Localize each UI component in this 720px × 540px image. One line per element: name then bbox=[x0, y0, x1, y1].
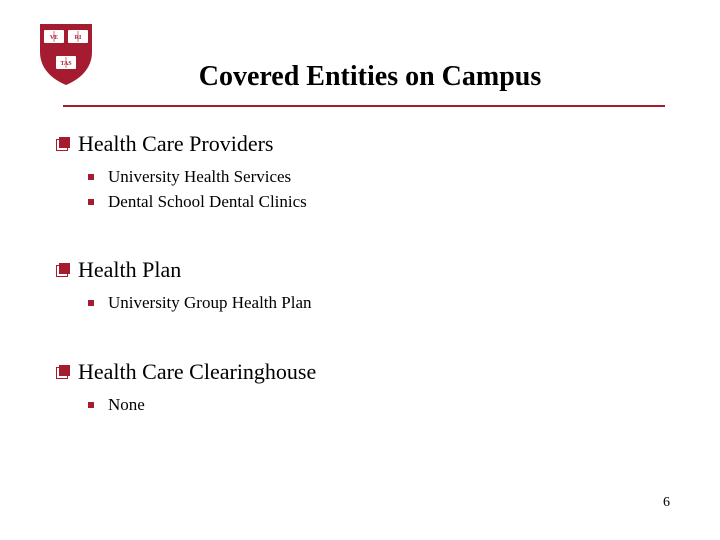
shield-book-ri: RI bbox=[74, 35, 82, 41]
checkbox-bullet-icon bbox=[56, 365, 70, 379]
section-health-care-providers bbox=[56, 131, 307, 214]
section-heading: Health Care Providers bbox=[78, 131, 274, 156]
section-health-care-clearinghouse bbox=[56, 359, 316, 417]
slide-title: Covered Entities on Campus bbox=[198, 61, 542, 92]
shield-book-ve: VE bbox=[49, 35, 59, 41]
page-number: 6 bbox=[663, 495, 670, 510]
list-item-text: University Group Health Plan bbox=[108, 293, 312, 312]
square-bullet-icon bbox=[88, 402, 94, 408]
list-item bbox=[88, 164, 307, 189]
square-bullet-icon bbox=[88, 174, 94, 180]
title-divider bbox=[63, 105, 665, 107]
list-item-text: None bbox=[108, 395, 145, 414]
list-item-text: University Health Services bbox=[108, 167, 292, 186]
list-item bbox=[88, 392, 316, 417]
list-item bbox=[88, 189, 307, 214]
list-item bbox=[88, 290, 312, 315]
list-item-text: Dental School Dental Clinics bbox=[108, 192, 307, 211]
section-heading: Health Plan bbox=[78, 257, 182, 282]
checkbox-bullet-icon bbox=[56, 263, 70, 277]
square-bullet-icon bbox=[88, 300, 94, 306]
checkbox-bullet-icon bbox=[56, 137, 70, 151]
section-health-plan bbox=[56, 257, 312, 315]
shield-book-tas: TAS bbox=[60, 61, 72, 67]
square-bullet-icon bbox=[88, 199, 94, 205]
section-heading: Health Care Clearinghouse bbox=[78, 359, 317, 384]
